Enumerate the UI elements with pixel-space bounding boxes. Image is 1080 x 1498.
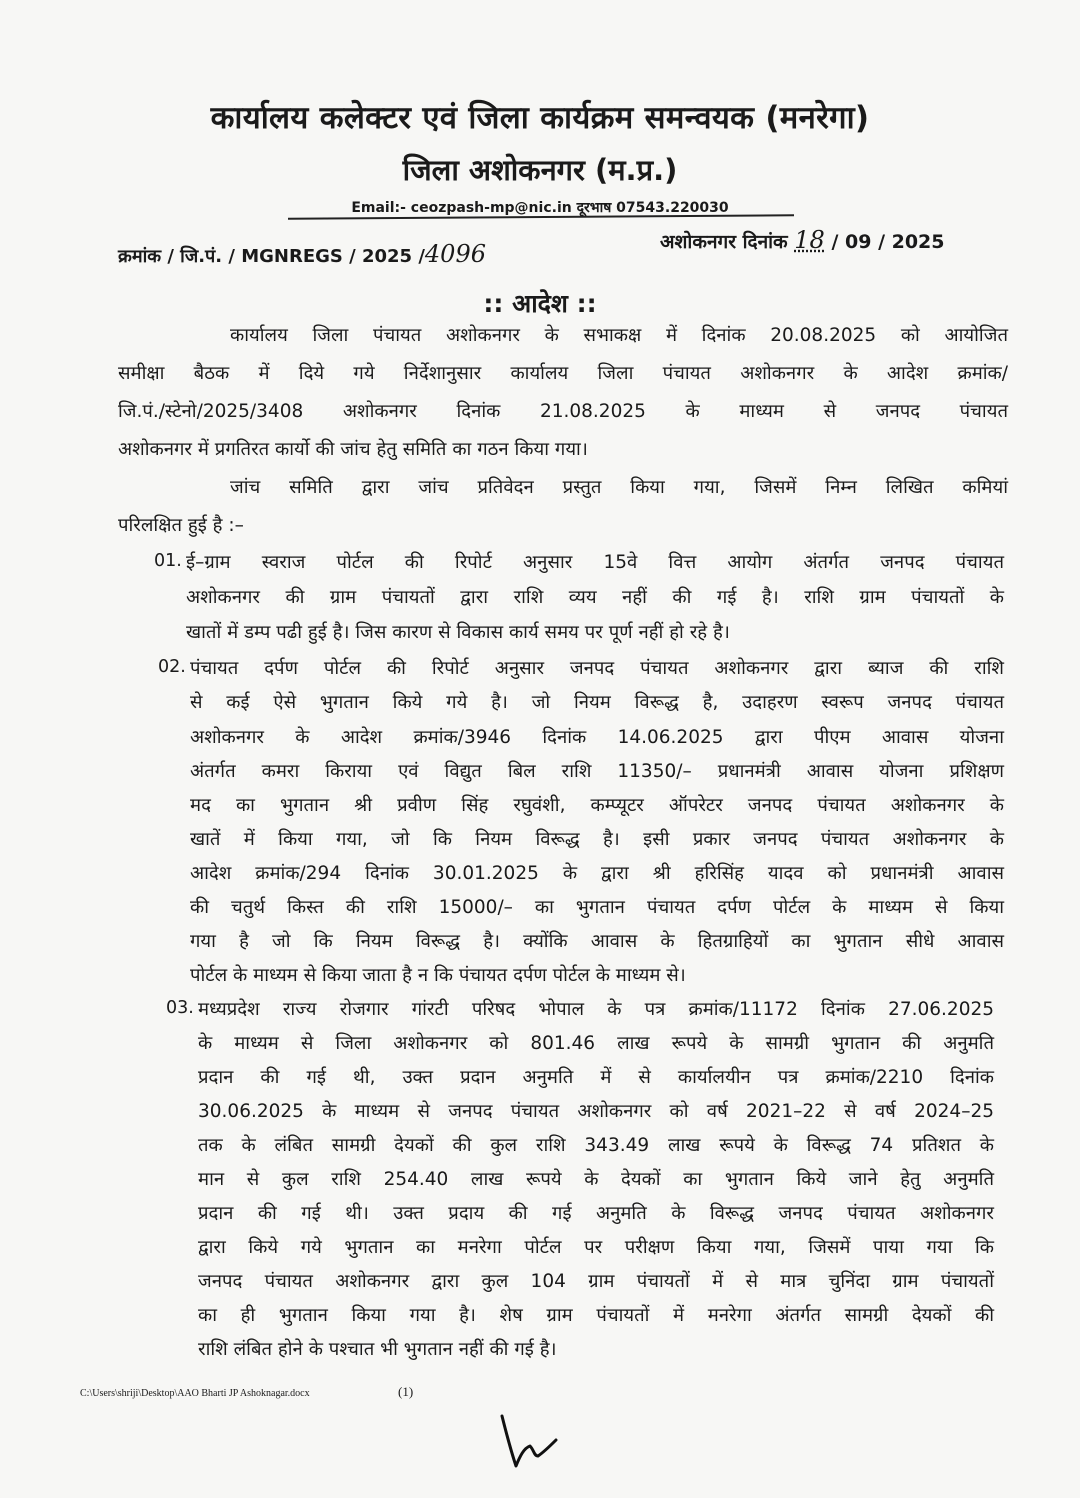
point-line: जनपद पंचायत अशोकनगर द्वारा कुल 104 ग्राम पंचायतों में से मात्र चुनिंदा ग्राम पंचायतों: [198, 1271, 994, 1292]
page-number: (1): [398, 1384, 414, 1399]
point-line: पोर्टल के माध्यम से किया जाता है न कि पंचायत दर्पण पोर्टल के माध्यम से।: [190, 965, 686, 986]
office-title: कार्यालय कलेक्टर एवं जिला कार्यक्रम समन्वयक (मनरेगा): [210, 100, 870, 136]
point-line: खातों में डम्प पढी हुई है। जिस कारण से विकास कार्य समय पर पूर्ण नहीं हो रहे है।: [186, 622, 730, 643]
point-line: प्रदान की गई थी। उक्त प्रदाय की गई अनुमति के विरूद्ध जनपद पंचायत अशोकनगर: [198, 1203, 994, 1224]
reference-prefix: क्रमांक / जि.पं. / MGNREGS / 2025 /: [118, 246, 425, 267]
intro-line: अशोकनगर में प्रगतिरत कार्यो की जांच हेतु समिति का गठन किया गया।: [118, 439, 588, 460]
file-path: C:\Users\shriji\Desktop\AAO Bharti JP Ashoknagar.docx: [80, 1388, 310, 1399]
point-line: खातें में किया गया, जो कि नियम विरूद्ध है। इसी प्रकार जनपद पंचायत अशोकनगर के: [190, 829, 1004, 850]
point-line: के माध्यम से जिला अशोकनगर को 801.46 लाख रूपये के सामग्री भुगतान की अनुमति: [198, 1033, 994, 1054]
contact-line: Email:- ceozpash-mp@nic.in दूरभाष 07543.220030: [351, 200, 729, 216]
intro-line: जि.पं./स्टेनो/2025/3408 अशोकनगर दिनांक 21.08.2025 के माध्यम से जनपद पंचायत: [118, 401, 1008, 422]
point-line: मान से कुल राशि 254.40 लाख रूपये के देयकों का भुगतान किये जाने हेतु अनुमति: [198, 1169, 994, 1190]
point-line: से कई ऐसे भुगतान किये गये है। जो नियम विरूद्ध है, उदाहरण स्वरूप जनपद पंचायत: [190, 692, 1004, 713]
point-line: ई–ग्राम स्वराज पोर्टल की रिपोर्ट अनुसार 15वे वित्त आयोग अंतर्गत जनपद पंचायत: [186, 552, 1004, 573]
intro-line: समीक्षा बैठक में दिये गये निर्देशानुसार कार्यालय जिला पंचायत अशोकनगर के आदेश क्रमांक/: [118, 363, 1008, 384]
point-number: 02.: [158, 657, 186, 677]
point-line: अंतर्गत कमरा किराया एवं विद्युत बिल राशि 11350/– प्रधानमंत्री आवास योजना प्रशिक्षण: [190, 761, 1004, 782]
point-line: तक के लंबित सामग्री देयकों की कुल राशि 343.49 लाख रूपये के विरूद्ध 74 प्रतिशत के: [198, 1135, 994, 1156]
point-line: आदेश क्रमांक/294 दिनांक 30.01.2025 के द्वारा श्री हरिसिंह यादव को प्रधानमंत्री आवास: [190, 863, 1004, 884]
point-line: राशि लंबित होने के पश्चात भी भुगतान नहीं की गई है।: [198, 1339, 557, 1360]
reference-handwritten-number: 4096: [424, 240, 486, 268]
date-handwritten-day: 18: [794, 226, 825, 254]
district-title: जिला अशोकनगर (म.प्र.): [402, 153, 678, 187]
point-number: 03.: [166, 998, 194, 1018]
point-line: द्वारा किये गये भुगतान का मनरेगा पोर्टल पर परीक्षण किया गया, जिसमें पाया गया कि: [198, 1237, 994, 1258]
point-line: मध्यप्रदेश राज्य रोजगार गांरटी परिषद भोपाल के पत्र क्रमांक/11172 दिनांक 27.06.2025: [198, 999, 994, 1020]
order-title: :: आदेश ::: [483, 289, 597, 318]
intro-line: परिलक्षित हुई है :–: [118, 515, 244, 536]
point-line: गया है जो कि नियम विरूद्ध है। क्योंकि आवास के हितग्राहियों का भुगतान सीधे आवास: [190, 931, 1004, 952]
point-line: 30.06.2025 के माध्यम से जनपद पंचायत अशोकनगर को वर्ष 2021–22 से वर्ष 2024–25: [198, 1101, 994, 1122]
intro-line: कार्यालय जिला पंचायत अशोकनगर के सभाकक्ष में दिनांक 20.08.2025 को आयोजित: [230, 325, 1008, 346]
point-line: पंचायत दर्पण पोर्टल की रिपोर्ट अनुसार जनपद पंचायत अशोकनगर द्वारा ब्याज की राशि: [190, 658, 1004, 679]
point-line: मद का भुगतान श्री प्रवीण सिंह रघुवंशी, कम्प्यूटर ऑपरेटर जनपद पंचायत अशोकनगर के: [190, 795, 1004, 816]
point-line: की चतुर्थ किस्त की राशि 15000/– का भुगतान पंचायत दर्पण पोर्टल के माध्यम से किया: [190, 897, 1004, 918]
reference-date: [660, 226, 945, 254]
signature-mark: [494, 1412, 564, 1472]
intro-line: जांच समिति द्वारा जांच प्रतिवेदन प्रस्तुत किया गया, जिसमें निम्न लिखित कमियां: [230, 477, 1008, 498]
point-line: अशोकनगर के आदेश क्रमांक/3946 दिनांक 14.06.2025 द्वारा पीएम आवास योजना: [190, 727, 1004, 748]
date-suffix: / 09 / 2025: [831, 231, 945, 253]
reference-number: [118, 240, 486, 268]
point-line: का ही भुगतान किया गया है। शेष ग्राम पंचायतों में मनरेगा अंतर्गत सामग्री देयकों की: [198, 1305, 994, 1326]
point-line: अशोकनगर की ग्राम पंचायतों द्वारा राशि व्यय नहीं की गई है। राशि ग्राम पंचायतों के: [186, 587, 1004, 608]
date-prefix: अशोकनगर दिनांक: [660, 231, 788, 253]
point-line: प्रदान की गई थी, उक्त प्रदान अनुमति में से कार्यालयीन पत्र क्रमांक/2210 दिनांक: [198, 1067, 994, 1088]
point-number: 01.: [154, 551, 182, 571]
